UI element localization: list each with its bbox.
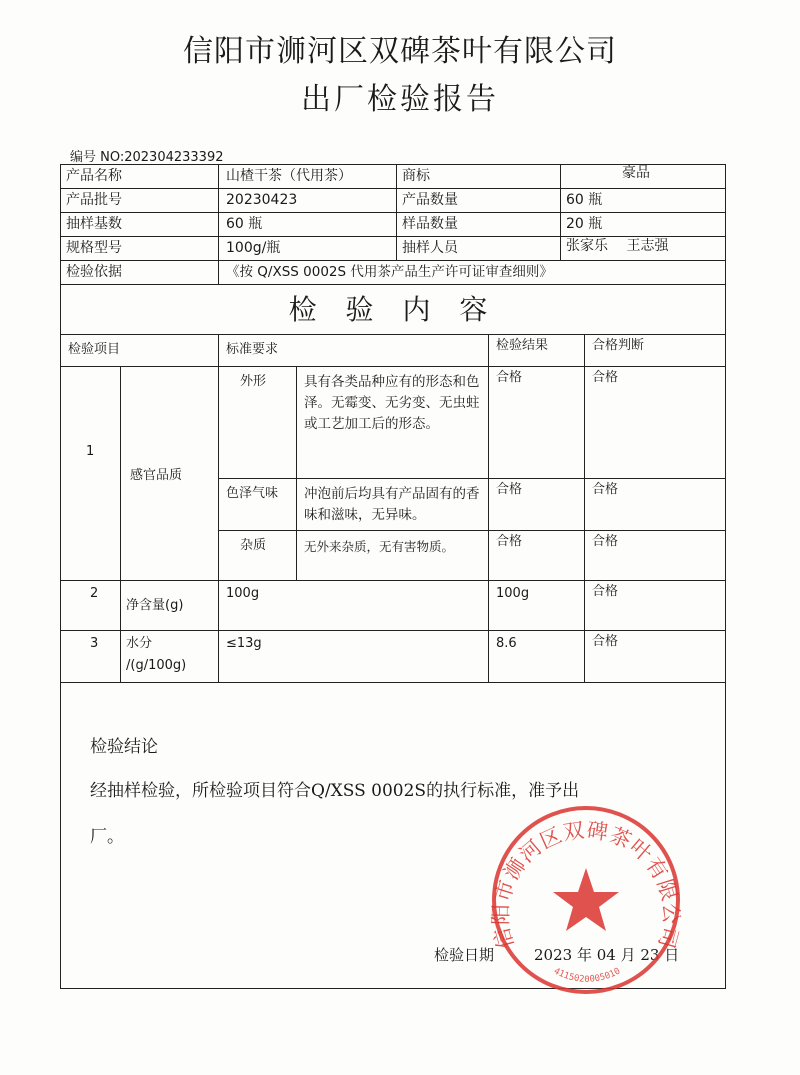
sample-qty: 20 瓶 (566, 216, 603, 232)
result: 合格 (496, 534, 523, 549)
table-rule (218, 478, 726, 479)
seal-code: 4115020005010 (551, 966, 623, 985)
row-number: 1 (86, 444, 95, 459)
item-unit: /(g/100g) (126, 658, 187, 673)
sampler-label: 抽样人员 (402, 240, 458, 256)
table-rule (218, 530, 726, 531)
conclusion-heading: 检验结论 (90, 737, 158, 757)
quantity-label: 产品数量 (402, 192, 458, 208)
company-seal (486, 800, 686, 1000)
conclusion-text: 经抽样检验，所检验项目符合Q/XSS 0002S的执行标准，准予出 (90, 781, 580, 801)
judgement: 合格 (592, 370, 619, 385)
basis-label: 检验依据 (66, 264, 122, 280)
item-name: 水分 (126, 636, 153, 651)
table-rule (396, 164, 397, 260)
spec: 100g/瓶 (226, 240, 281, 256)
table-rule (60, 334, 726, 335)
quantity: 60 瓶 (566, 192, 603, 208)
col-item-header: 检验项目 (68, 342, 121, 357)
report-title: 出厂检验报告 (301, 82, 499, 117)
table-rule (60, 212, 726, 213)
table-rule (560, 164, 561, 260)
table-rule (584, 334, 585, 682)
doc-number: 编号 NO:202304233392 (70, 150, 224, 165)
table-rule (60, 260, 726, 261)
item-name: 感官品质 (130, 468, 183, 483)
brand-label: 商标 (402, 168, 430, 184)
sample-base: 60 瓶 (226, 216, 263, 232)
sub-item-name: 杂质 (240, 538, 267, 553)
inspection-date: 2023 年 04 月 23 日 (534, 946, 680, 964)
col-standard-header: 标准要求 (226, 342, 279, 357)
col-result-header: 检验结果 (496, 338, 549, 353)
content-title: 检 验 内 容 (288, 293, 498, 326)
batch-label: 产品批号 (66, 192, 122, 208)
col-judgement-header: 合格判断 (592, 338, 645, 353)
row-number: 2 (90, 586, 99, 601)
table-rule (60, 682, 726, 683)
judgement: 合格 (592, 482, 619, 497)
table-rule (296, 366, 297, 580)
sub-item-name: 外形 (240, 374, 267, 389)
sample-base-label: 抽样基数 (66, 216, 122, 232)
sub-item-name: 色泽气味 (226, 486, 279, 501)
sample-qty-label: 样品数量 (402, 216, 458, 232)
seal-text: 信阳市浉河区双碑茶叶有限公司 (488, 818, 684, 952)
standard-text: 无外来杂质，无有害物质。 (304, 539, 455, 554)
table-rule (218, 164, 219, 260)
svg-text:4115020005010 (552, 966, 622, 984)
table-rule (60, 284, 726, 285)
table-rule (120, 366, 121, 682)
judgement: 合格 (592, 634, 619, 649)
spec-label: 规格型号 (66, 240, 122, 256)
table-rule (218, 260, 219, 284)
standard-text: 100g (226, 586, 260, 601)
result: 合格 (496, 482, 523, 497)
brand: 豪品 (622, 165, 650, 181)
batch-number: 20230423 (226, 192, 298, 208)
sampler: 张家乐 王志强 (566, 238, 669, 254)
company-name: 信阳市浉河区双碑茶叶有限公司 (183, 34, 617, 69)
judgement: 合格 (592, 584, 619, 599)
table-rule (60, 366, 726, 367)
table-rule (488, 334, 489, 682)
judgement: 合格 (592, 534, 619, 549)
item-name: 净含量(g) (126, 598, 184, 613)
table-rule (60, 580, 726, 581)
result: 100g (496, 586, 530, 601)
date-label: 检验日期 (434, 946, 495, 964)
table-rule (60, 630, 726, 631)
product-name: 山楂干茶（代用茶） (226, 168, 352, 184)
basis: 《按 Q/XSS 0002S 代用茶产品生产许可证审查细则》 (226, 264, 553, 280)
standard-text: 具有各类品种应有的形态和色泽。无霉变、无劣变、无虫蛀或工艺加工后的形态。 (304, 374, 480, 432)
row-number: 3 (90, 636, 99, 651)
result: 8.6 (496, 636, 517, 651)
seal-star-icon (553, 868, 619, 931)
standard-text: 冲泡前后均具有产品固有的香味和滋味，无异味。 (304, 486, 480, 523)
conclusion-text-cont: 厂。 (90, 827, 124, 847)
result: 合格 (496, 370, 523, 385)
standard-text: ≤13g (226, 636, 262, 651)
product-name-label: 产品名称 (66, 168, 122, 184)
table-rule (218, 334, 219, 682)
table-rule (60, 188, 726, 189)
